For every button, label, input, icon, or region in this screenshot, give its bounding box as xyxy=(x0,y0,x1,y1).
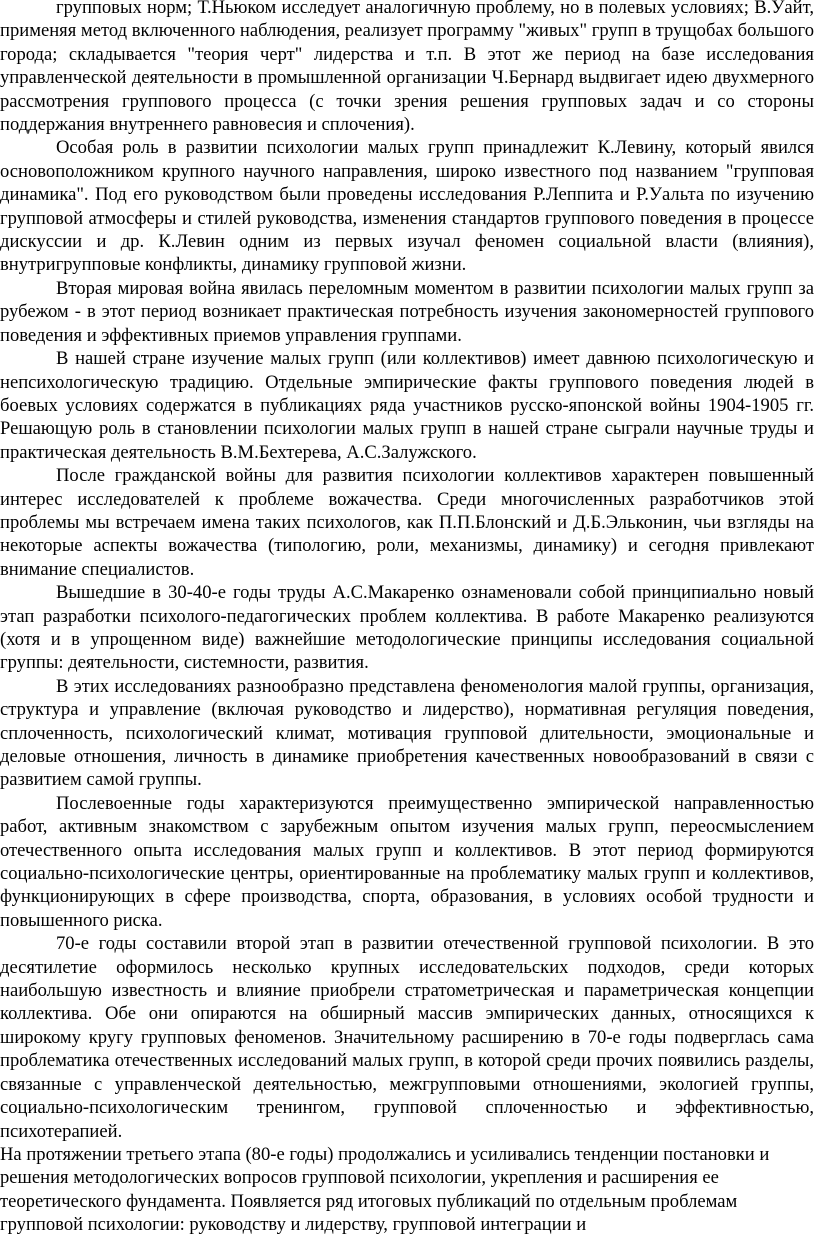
paragraph-7: В этих исследованиях разнообразно представлена феноменология малой группы, организация, структура и управление (включая руководство и лидерство), нормативная регуляция поведения, сплоченность, психологический климат, мотивация групповой длительности, эмоциональные и деловые отношения, личность в динамике приобретения качественных новообразований в связи с развитием самой группы. xyxy=(0,675,814,791)
paragraph-9: 70-е годы составили второй этап в развитии отечественной групповой психологии. В это десятилетие оформилось несколько крупных исследовательских подходов, среди которых наибольшую известность и влияние приобрели стратометрическая и параметрическая концепции коллектива. Обе они опираются на обширный массив эмпирических данных, относящихся к широкому кругу групповых феноменов. Значительному расширению в 70-е годы подверглась сама проблематика отечественных исследований малых групп, в которой среди прочих появились разделы, связанные с управленческой деятельностью, межгрупповыми отношениями, экологией группы, социально-психологическим тренингом, групповой сплоченностью и эффективностью, психотерапией. xyxy=(0,933,814,1142)
paragraph-6: Вышедшие в 30-40-е годы труды А.С.Макаренко ознаменовали собой принципиально новый этап разработки психолого-педагогических проблем коллектива. В работе Макаренко реализуются (хотя и в упрощенном виде) важнейшие методологические принципы исследования социальной группы: деятельности, системности, развития. xyxy=(0,582,814,674)
paragraph-1: групповых норм; Т.Ньюком исследует аналогичную проблему, но в полевых условиях; В.Уайт, применяя метод включенного наблюдения, реализует программу "живых" групп в трущобах большого города; складывается "теория черт" лидерства и т.п. В этот же период на базе исследования управленческой деятельности в промышленной организации Ч.Бернард выдвигает идею двухмерного рассмотрения группового процесса (с точки зрения решения групповых задач и со стороны поддержания внутреннего равновесия и сплочения). xyxy=(0,0,814,136)
paragraph-4: В нашей стране изучение малых групп (или коллективов) имеет давнюю психологическую и непсихологическую традицию. Отдельные эмпирические факты группового поведения людей в боевых условиях содержатся в публикациях ряда участников русско-японской войны 1904-1905 гг. Решающую роль в становлении психологии малых групп в нашей стране сыграли научные труды и практическая деятельность В.М.Бехтерева, А.С.Залужского. xyxy=(0,348,814,463)
paragraph-3: Вторая мировая война явилась переломным моментом в развитии психологии малых групп за рубежом - в этот период возникает практическая потребность изучения закономерностей группового поведения и эффективных приемов управления группами. xyxy=(0,277,814,346)
paragraph-8: Послевоенные годы характеризуются преимущественно эмпирической направленностью работ, активным знакомством с зарубежным опытом изучения малых групп, переосмыслением отечественного опыта исследования малых групп и коллективов. В этот период формируются социально-психологические центры, ориентированные на проблематику малых групп и коллективов, функционирующих в сфере производства, спорта, образования, в условиях особой трудности и повышенного риска. xyxy=(0,792,814,931)
paragraph-2: Особая роль в развитии психологии малых групп принадлежит К.Левину, который явился основоположником крупного научного направления, широко известного под названием "групповая динамика". Под его руководством были проведены исследования Р.Леппита и Р.Уальта по изучению групповой атмосферы и стилей руководства, изменения стандартов группового поведения в процессе дискуссии и др. К.Левин одним из первых изучал феномен социальной власти (влияния), внутригрупповые конфликты, динамику групповой жизни. xyxy=(0,137,814,276)
paragraph-5: После гражданской войны для развития психологии коллективов характерен повышенный интерес исследователей к проблеме вожачества. Среди многочисленных разработчиков этой проблемы мы встречаем имена таких психологов, как П.П.Блонский и Д.Б.Эльконин, чьи взгляды на некоторые аспекты вожачества (типологию, роли, механизмы, динамику) и сегодня привлекают внимание специалистов. xyxy=(0,465,814,580)
paragraph-10: На протяжении третьего этапа (80-е годы) продолжались и усиливались тенденции постановки и решения методологических вопросов групповой психологии, укрепления и расширения ее теоретического фундамента. Появляется ряд итоговых публикаций по отдельным проблемам групповой психологии: руководству и лидерству, групповой интеграции и xyxy=(0,1143,770,1236)
